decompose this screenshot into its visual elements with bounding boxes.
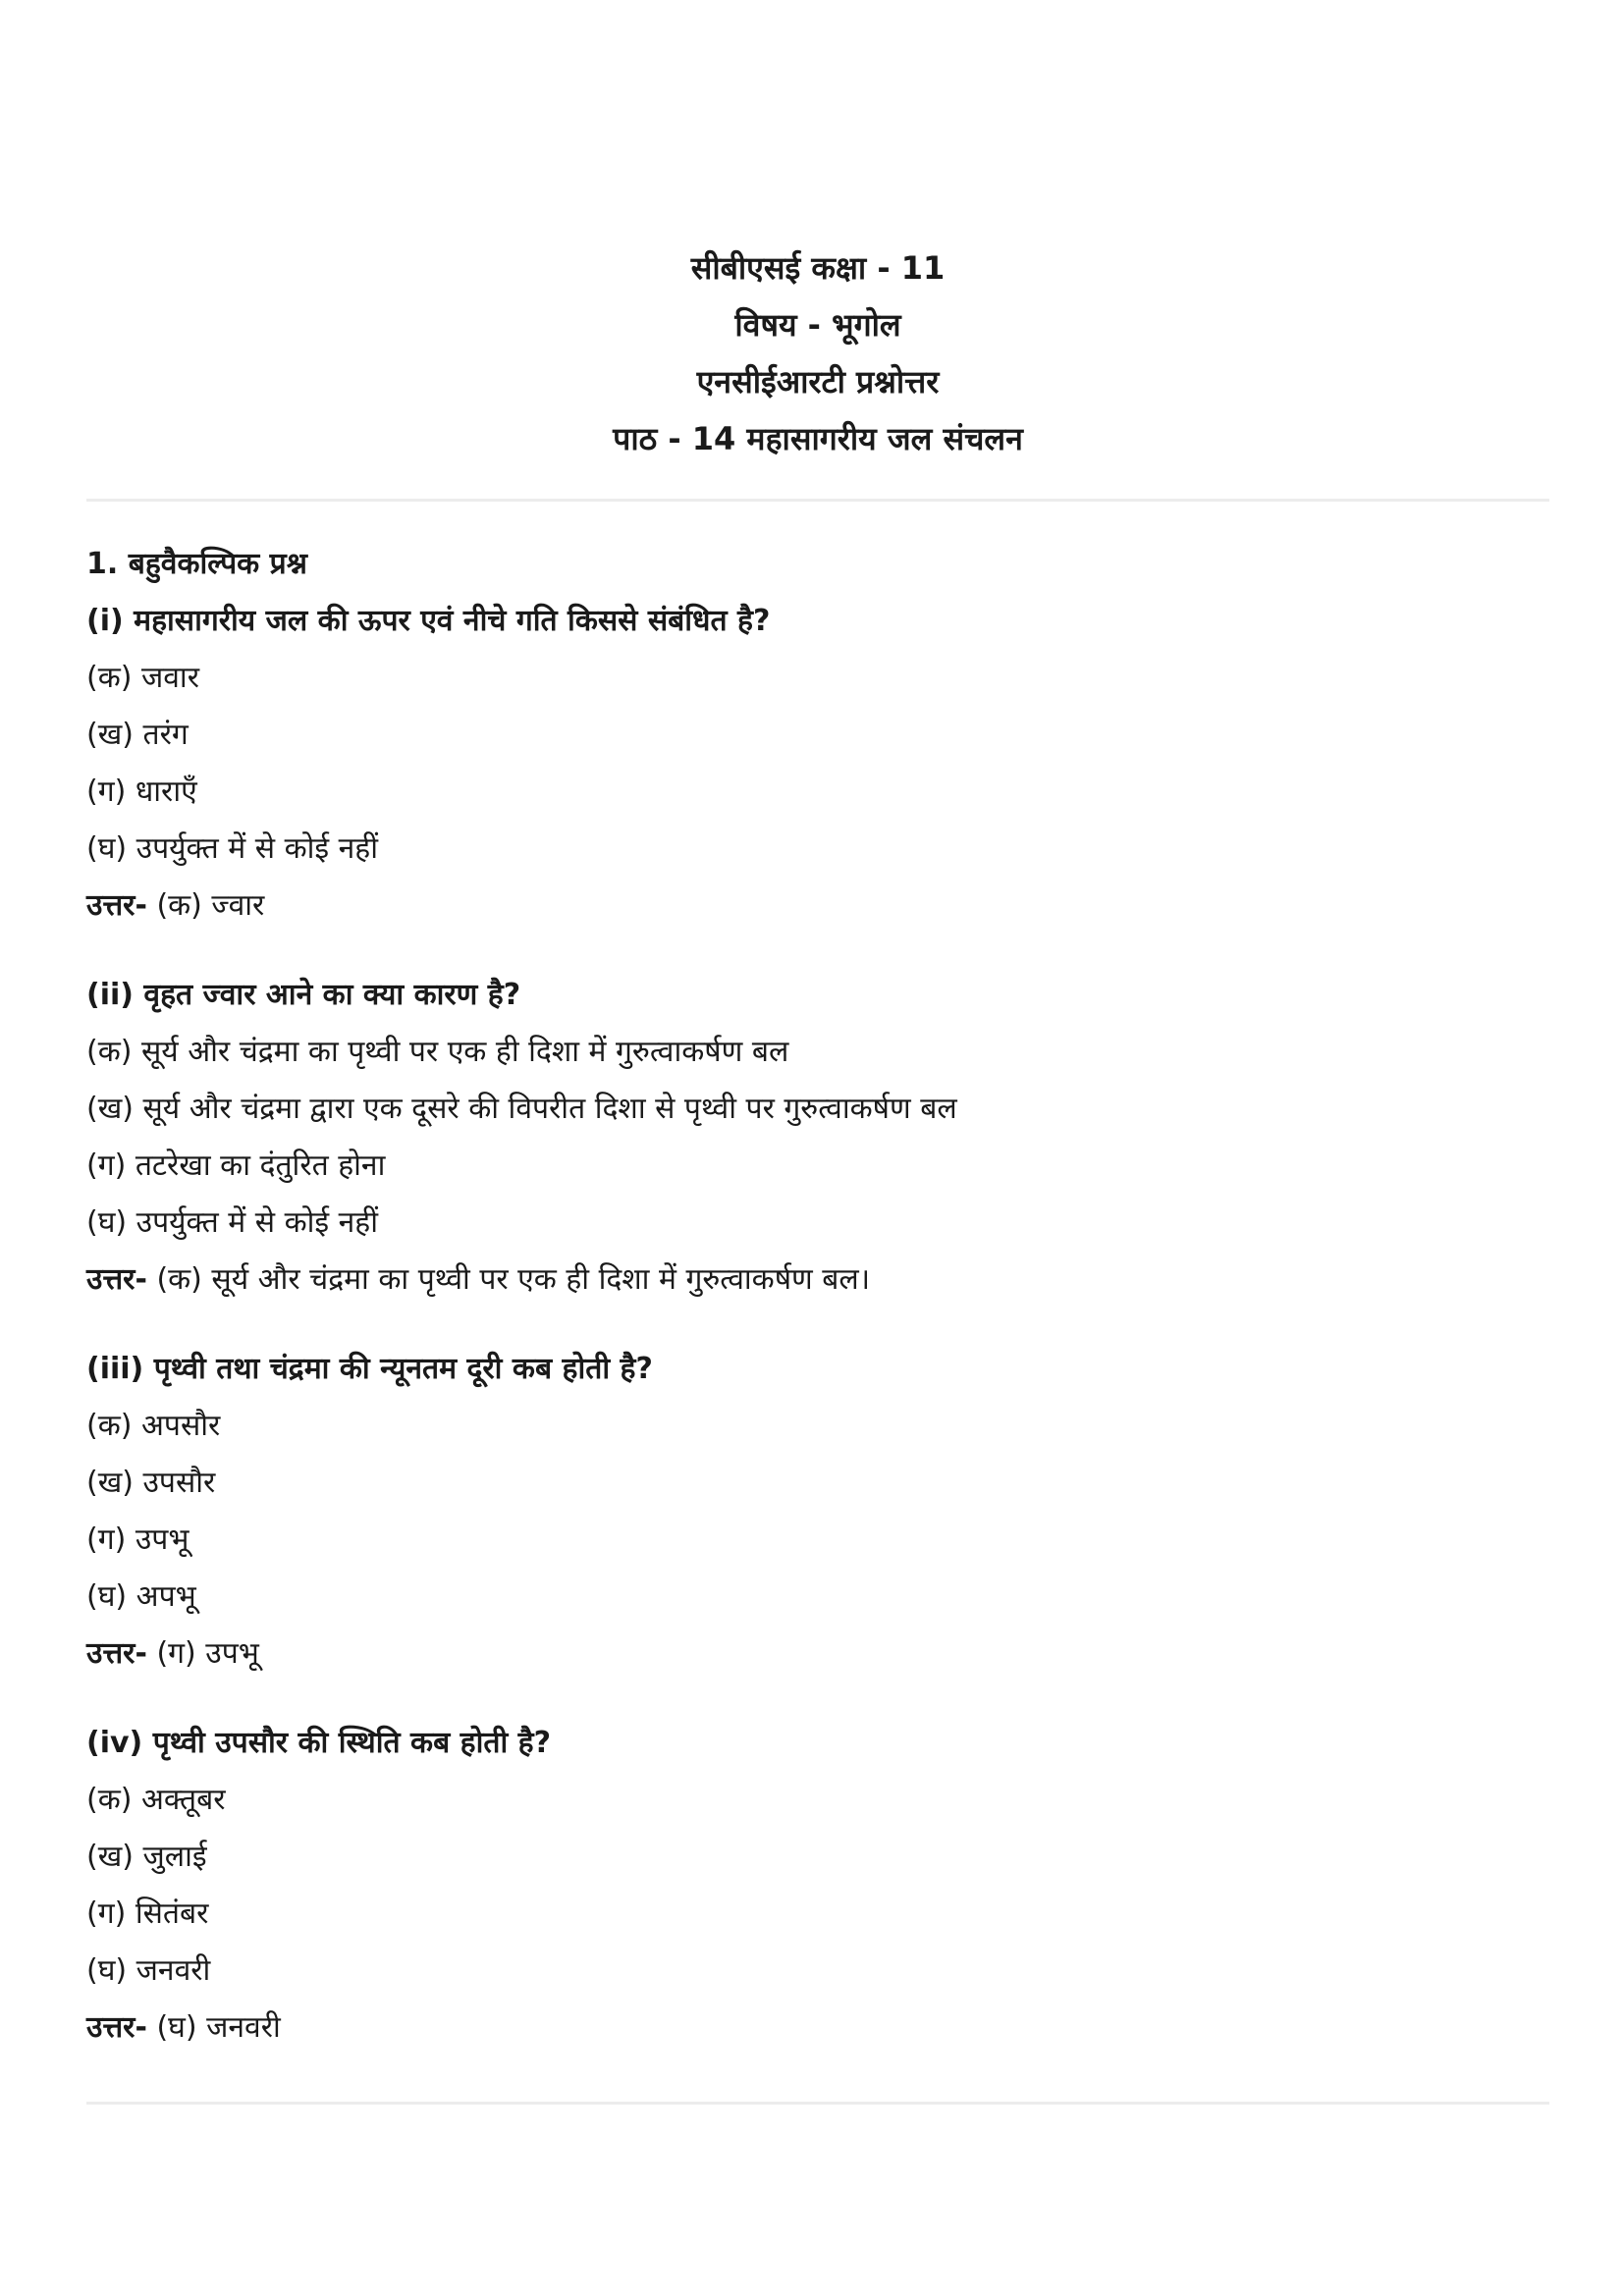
question-block [86,1715,1549,2056]
answer-line [86,1252,1549,1308]
option-item: (ग) धाराएँ [86,774,197,809]
option-item: (क) सूर्य और चंद्रमा का पृथ्वी पर एक ही दिशा में गुरुत्वाकर्षण बल [86,1035,789,1069]
option-item: (ख) जुलाई [86,1840,207,1874]
question-block [86,593,1549,934]
chapter-heading: पाठ - 14 महासागरीय जल संचलन [613,420,1023,457]
section-title: 1. बहुवैकल्पिक प्रश्न [86,547,307,581]
option-item: (क) जवार [86,661,199,695]
answer-text: (घ) जनवरी [146,2010,281,2045]
answer-text: (क) ज्वार [146,888,265,923]
subject-heading: विषय - भूगोल [734,306,901,344]
option-item: (घ) उपर्युक्त में से कोई नहीं [86,1205,378,1240]
question-text: (iv) पृथ्वी उपसौर की स्थिति कब होती है? [86,1726,552,1760]
option-item: (घ) अपभू [86,1579,196,1614]
question-text: (i) महासागरीय जल की ऊपर एवं नीचे गति किससे संबंधित है? [86,604,771,638]
answer-line [86,878,1549,934]
option-item: (ग) उपभू [86,1522,189,1557]
answer-text: (क) सूर्य और चंद्रमा का पृथ्वी पर एक ही दिशा में गुरुत्वाकर्षण बल। [146,1262,871,1297]
answer-label: उत्तर- [86,1262,147,1297]
answer-label: उत्तर- [86,2010,147,2045]
answer-label: उत्तर- [86,1636,147,1671]
question-section [86,536,1549,2056]
question-block [86,1341,1549,1682]
option-item: (ग) तटरेखा का दंतुरित होना [86,1148,386,1183]
option-item: (ख) तरंग [86,718,189,752]
option-item: (ग) सितंबर [86,1896,209,1931]
bottom-divider [86,2102,1549,2105]
question-text: (iii) पृथ्वी तथा चंद्रमा की न्यूनतम दूरी कब होती है? [86,1352,653,1386]
option-item: (घ) जनवरी [86,1953,211,1988]
question-text: (ii) वृहत ज्वार आने का क्या कारण है? [86,978,521,1012]
question-block [86,967,1549,1308]
document-header [86,240,1549,467]
board-class-heading: सीबीएसई कक्षा - 11 [690,249,946,287]
source-heading: एनसीईआरटी प्रश्नोत्तर [696,363,940,400]
option-item: (ख) सूर्य और चंद्रमा द्वारा एक दूसरे की विपरीत दिशा से पृथ्वी पर गुरुत्वाकर्षण बल [86,1092,957,1126]
answer-line [86,1626,1549,1682]
option-item: (ख) उपसौर [86,1466,216,1500]
answer-text: (ग) उपभू [146,1636,259,1671]
top-divider [86,499,1549,502]
answer-line [86,2000,1549,2056]
option-item: (घ) उपर्युक्त में से कोई नहीं [86,831,378,866]
option-item: (क) अपसौर [86,1409,221,1443]
option-item: (क) अक्तूबर [86,1783,226,1817]
answer-label: उत्तर- [86,888,147,923]
